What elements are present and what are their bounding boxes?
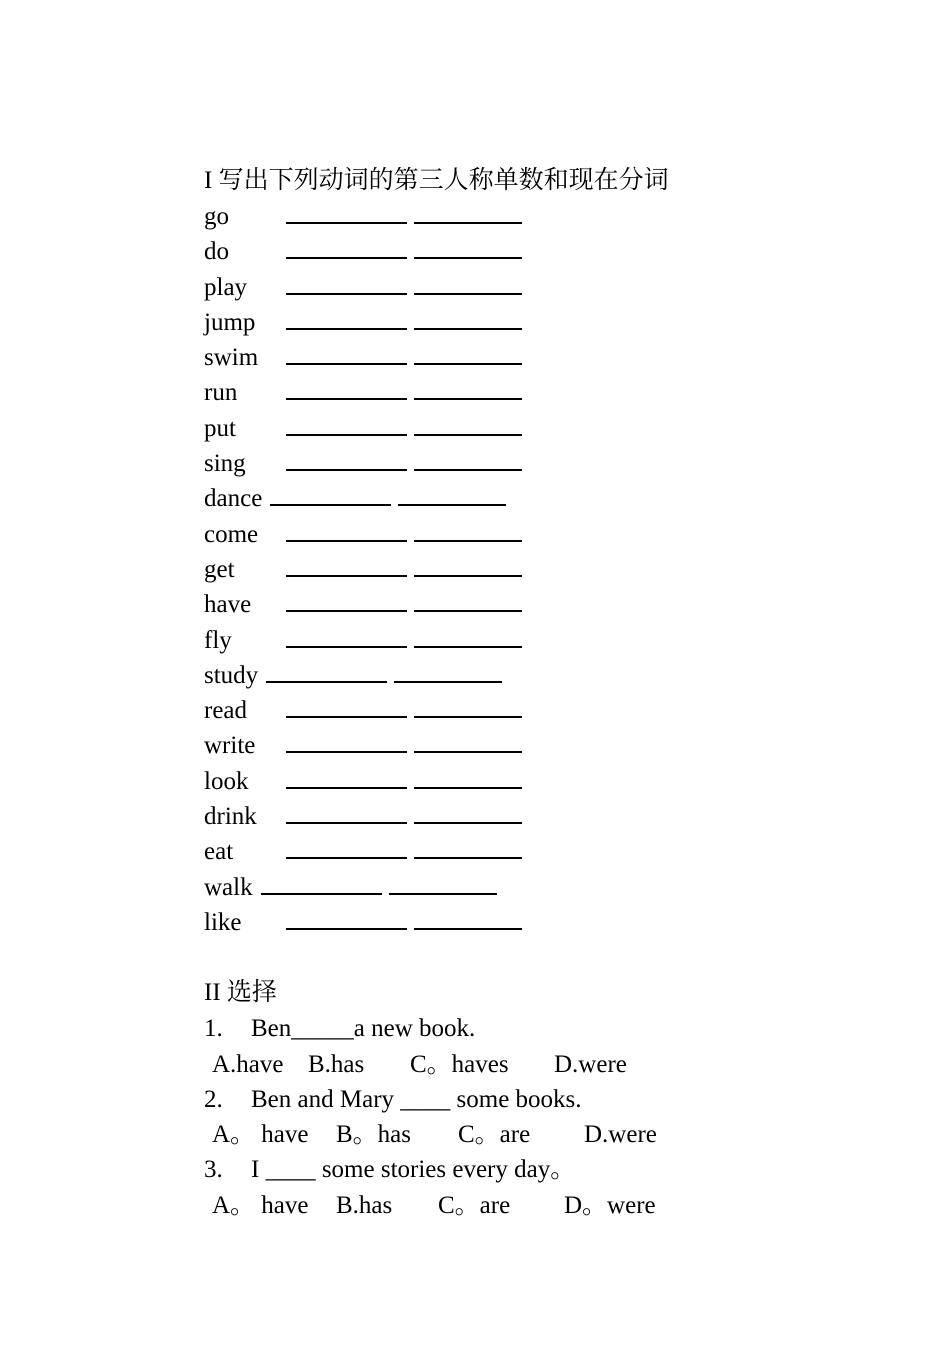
question-stem	[204, 1082, 824, 1117]
option-a[interactable]: A.have	[212, 1050, 284, 1078]
section1-heading: I 写出下列动词的第三人称单数和现在分词	[204, 167, 669, 194]
verb-word: eat	[204, 838, 234, 866]
verb-row	[204, 270, 824, 305]
third-person-blank[interactable]	[286, 275, 407, 295]
verb-row	[204, 375, 824, 410]
question-number: 3.	[204, 1156, 223, 1184]
verb-word: write	[204, 732, 256, 760]
verb-word: sing	[204, 450, 246, 478]
verb-word: come	[204, 520, 259, 548]
third-person-blank[interactable]	[286, 451, 407, 471]
question-text: I ____ some stories every day。	[251, 1156, 576, 1184]
verb-row	[204, 340, 824, 375]
option-c[interactable]: C。are	[458, 1121, 531, 1149]
worksheet	[204, 163, 824, 1223]
verb-row	[204, 658, 824, 693]
question-list	[204, 1011, 824, 1223]
present-participle-blank[interactable]	[398, 486, 506, 506]
question-text: Ben and Mary ____ some books.	[251, 1085, 582, 1113]
third-person-blank[interactable]	[286, 204, 407, 224]
verb-row	[204, 693, 824, 728]
options-row	[204, 1117, 824, 1152]
third-person-blank[interactable]	[270, 486, 391, 506]
third-person-blank[interactable]	[286, 698, 407, 718]
verb-row	[204, 834, 824, 869]
third-person-blank[interactable]	[286, 769, 407, 789]
present-participle-blank[interactable]	[414, 522, 522, 542]
present-participle-blank[interactable]	[414, 380, 522, 400]
present-participle-blank[interactable]	[394, 663, 502, 683]
present-participle-blank[interactable]	[414, 839, 522, 859]
verb-word: dance	[204, 485, 263, 513]
verb-word: run	[204, 379, 238, 407]
verb-row	[204, 199, 824, 234]
third-person-blank[interactable]	[286, 522, 407, 542]
verb-word: go	[204, 203, 229, 230]
third-person-blank[interactable]	[286, 557, 407, 577]
third-person-blank[interactable]	[286, 239, 407, 259]
question-stem	[204, 1152, 824, 1187]
option-b[interactable]: B.has	[336, 1191, 393, 1219]
present-participle-blank[interactable]	[414, 310, 522, 330]
present-participle-blank[interactable]	[414, 698, 522, 718]
present-participle-blank[interactable]	[414, 416, 522, 436]
verb-word: swim	[204, 344, 259, 372]
question-number: 2.	[204, 1085, 223, 1113]
verb-word: put	[204, 414, 236, 442]
verb-row	[204, 587, 824, 622]
verb-row	[204, 411, 824, 446]
question-number: 1.	[204, 1015, 223, 1043]
third-person-blank[interactable]	[286, 910, 407, 930]
verb-row	[204, 446, 824, 481]
verb-word: read	[204, 697, 248, 725]
present-participle-blank[interactable]	[414, 592, 522, 612]
question-text: Ben_____a new book.	[251, 1015, 476, 1043]
present-participle-blank[interactable]	[414, 628, 522, 648]
third-person-blank[interactable]	[261, 875, 382, 895]
verb-word: fly	[204, 626, 232, 654]
options-row	[204, 1047, 824, 1082]
option-b[interactable]: B。has	[336, 1121, 412, 1149]
option-d[interactable]: D.were	[584, 1121, 657, 1149]
verb-word: get	[204, 555, 235, 583]
option-c[interactable]: C。haves	[410, 1050, 509, 1078]
section2-heading: II 选择	[204, 979, 277, 1007]
third-person-blank[interactable]	[286, 628, 407, 648]
present-participle-blank[interactable]	[414, 204, 522, 224]
verb-row	[204, 552, 824, 587]
option-c[interactable]: C。are	[438, 1191, 511, 1219]
verb-word: jump	[204, 308, 256, 336]
question-stem	[204, 1011, 824, 1046]
verb-row	[204, 764, 824, 799]
third-person-blank[interactable]	[286, 839, 407, 859]
third-person-blank[interactable]	[286, 416, 407, 436]
option-a[interactable]: A。 have	[212, 1191, 309, 1219]
options-row	[204, 1188, 824, 1223]
verb-row	[204, 234, 824, 269]
third-person-blank[interactable]	[286, 733, 407, 753]
third-person-blank[interactable]	[266, 663, 387, 683]
verb-row	[204, 870, 824, 905]
verb-word: like	[204, 908, 242, 936]
verb-row	[204, 517, 824, 552]
third-person-blank[interactable]	[286, 592, 407, 612]
verb-word: look	[204, 767, 249, 795]
option-d[interactable]: D。were	[564, 1191, 656, 1219]
verb-row	[204, 481, 824, 516]
third-person-blank[interactable]	[286, 804, 407, 824]
present-participle-blank[interactable]	[414, 910, 522, 930]
present-participle-blank[interactable]	[414, 451, 522, 471]
option-d[interactable]: D.were	[554, 1050, 627, 1078]
verb-word: play	[204, 273, 248, 301]
verb-row	[204, 305, 824, 340]
present-participle-blank[interactable]	[414, 239, 522, 259]
verb-list	[204, 199, 824, 940]
present-participle-blank[interactable]	[389, 875, 497, 895]
present-participle-blank[interactable]	[414, 804, 522, 824]
option-a[interactable]: A。 have	[212, 1121, 309, 1149]
third-person-blank[interactable]	[286, 380, 407, 400]
present-participle-blank[interactable]	[414, 345, 522, 365]
verb-word: walk	[204, 873, 253, 901]
present-participle-blank[interactable]	[414, 733, 522, 753]
verb-word: do	[204, 238, 229, 266]
third-person-blank[interactable]	[286, 345, 407, 365]
option-b[interactable]: B.has	[308, 1050, 365, 1078]
present-participle-blank[interactable]	[414, 557, 522, 577]
verb-row	[204, 799, 824, 834]
verb-word: drink	[204, 803, 257, 831]
verb-row	[204, 905, 824, 940]
verb-row	[204, 728, 824, 763]
verb-row	[204, 623, 824, 658]
present-participle-blank[interactable]	[414, 769, 522, 789]
verb-word: study	[204, 661, 259, 689]
verb-word: have	[204, 591, 252, 619]
third-person-blank[interactable]	[286, 310, 407, 330]
present-participle-blank[interactable]	[414, 275, 522, 295]
